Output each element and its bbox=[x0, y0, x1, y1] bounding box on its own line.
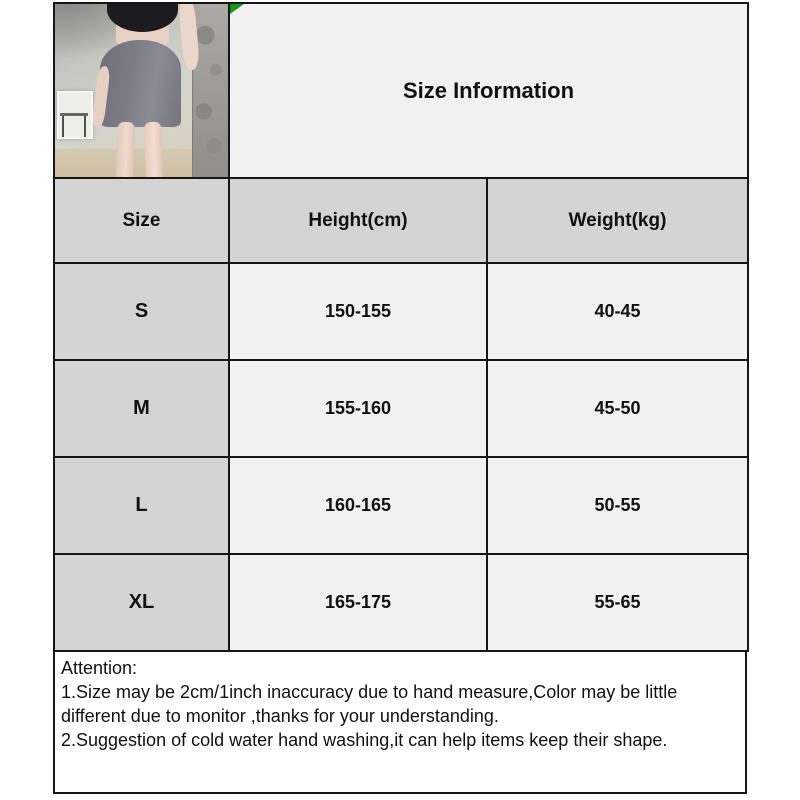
attention-label: Attention: bbox=[61, 658, 138, 678]
green-corner-accent-icon bbox=[230, 4, 244, 14]
photo-title-row bbox=[54, 3, 748, 178]
attention-note-2: 2.Suggestion of cold water hand washing,it can help items keep their shape. bbox=[61, 730, 668, 750]
table-row-s bbox=[54, 263, 748, 360]
weight-cell: 40-45 bbox=[487, 263, 748, 360]
size-information-header-cell bbox=[229, 3, 748, 178]
photo-bench bbox=[60, 113, 88, 137]
attention-box bbox=[53, 650, 747, 794]
photo-model-leg-left bbox=[116, 121, 135, 177]
column-header-weight: Weight(kg) bbox=[487, 178, 748, 263]
height-cell: 150-155 bbox=[229, 263, 487, 360]
photo-model-gray-skirt bbox=[100, 40, 181, 127]
page-title: Size Information bbox=[402, 77, 575, 103]
weight-cell: 50-55 bbox=[487, 457, 748, 554]
table-row-xl bbox=[54, 554, 748, 651]
weight-cell: 55-65 bbox=[487, 554, 748, 651]
product-photo bbox=[55, 4, 228, 177]
table-row-l bbox=[54, 457, 748, 554]
size-table bbox=[53, 2, 749, 652]
weight-cell: 45-50 bbox=[487, 360, 748, 457]
column-header-row bbox=[54, 178, 748, 263]
product-photo-cell bbox=[54, 3, 229, 178]
size-cell: S bbox=[54, 263, 229, 360]
column-header-size: Size bbox=[54, 178, 229, 263]
height-cell: 160-165 bbox=[229, 457, 487, 554]
attention-note-1: 1.Size may be 2cm/1inch inaccuracy due to hand measure,Color may be little different due to monitor ,thanks for your understanding. bbox=[61, 682, 678, 726]
table-row-m bbox=[54, 360, 748, 457]
height-cell: 155-160 bbox=[229, 360, 487, 457]
height-cell: 165-175 bbox=[229, 554, 487, 651]
size-cell: XL bbox=[54, 554, 229, 651]
size-cell: M bbox=[54, 360, 229, 457]
photo-concrete-pillar bbox=[192, 4, 228, 177]
size-cell: L bbox=[54, 457, 229, 554]
column-header-height: Height(cm) bbox=[229, 178, 487, 263]
size-information-sheet bbox=[53, 2, 747, 794]
photo-model-leg-right bbox=[144, 121, 163, 177]
